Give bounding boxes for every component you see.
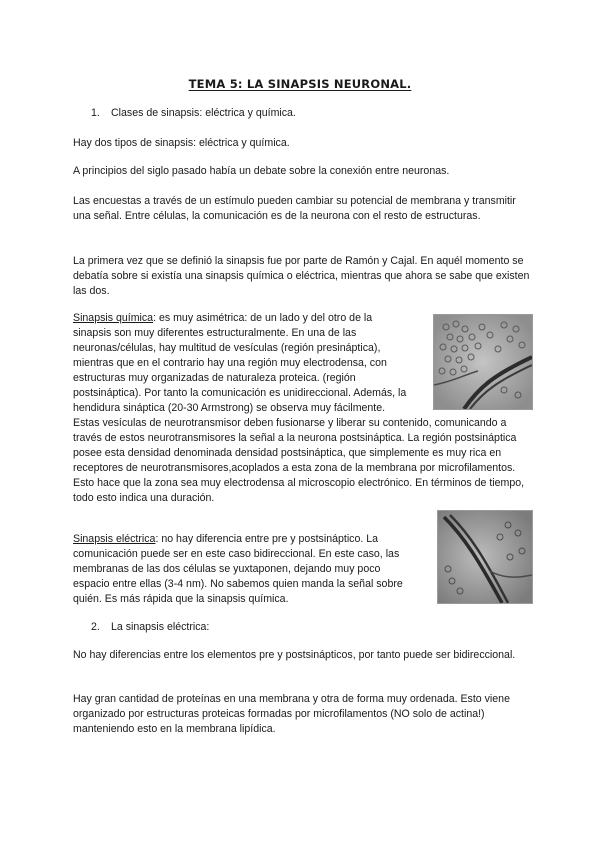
quimica-line: postsináptica). Por tanto la comunicación es unidireccional. Además, la [73, 387, 407, 399]
paragraph-ramon-y-cajal: La primera vez que se definió la sinapsis fue por parte de Ramón y Cajal. En aquél momento se debatía sobre si existía una sinapsis química o eléctrica, mientras que ahora se sabe que existen las dos. [73, 255, 530, 297]
electrica-line: Sinapsis eléctrica: no hay diferencia entre pre y postsináptico. La [73, 533, 379, 545]
sinapsis-quimica-term: Sinapsis química [73, 312, 154, 324]
paragraph-debate: A principios del siglo pasado había un debate sobre la conexión entre neuronas. [73, 165, 450, 177]
micrograph-image [434, 315, 532, 409]
paragraph-proteinas: Hay gran cantidad de proteínas en una membrana y otra de forma muy ordenada. Esto viene organizado por estructuras proteicas formadas por microfilamentos (NO solo de actina!) manteniendo esto en la membrana lipídica. [73, 693, 510, 735]
electrica-line: membranas de las dos células se yuxtaponen, dejando muy poco [73, 563, 381, 575]
paragraph-encuestas: Las encuestas a través de un estímulo pueden cambiar su potencial de membrana y transmitir una señal. Entre células, la comunicación es de la neurona con el resto de estructuras. [73, 195, 516, 222]
section-1-heading: 1. Clases de sinapsis: eléctrica y química. [91, 107, 296, 119]
electrica-line: comunicación puede ser en este caso bidireccional. En este caso, las [73, 548, 400, 560]
quimica-line: sinapsis son muy diferentes estructuralmente. En una de las [73, 327, 357, 339]
section-2-heading: 2. La sinapsis eléctrica: [91, 621, 210, 633]
sinapsis-quimica-detail: Estas vesículas de neurotransmisor deben fusionarse y liberar su contenido, comunicando a través de estos neurotransmisores la señal a la neurona postsináptica. La región postsináptica posee esta densidad denominada densidad postsináptica, que simplemente es muy rica en receptores de neurotransmisores,acoplados a esta zona de la membrana por microfilamentos. Esto hace que la zona sea muy electrodensa al microscopio electrónico. En términos de tiempo, todo esto indica una duración. [73, 417, 525, 504]
sinapsis-electrica-paragraph [73, 532, 421, 607]
paragraph-sin-diferencias: No hay diferencias entre los elementos pre y postsinápticos, por tanto puede ser bidireccional. [73, 649, 516, 661]
micrograph-image [438, 511, 532, 603]
sinapsis-quimica-intro [73, 311, 421, 416]
electrica-line: espacio entre ellas (3-4 nm). No sabemos quien manda la señal sobre [73, 578, 403, 590]
quimica-line: neuronas/células, hay multitud de vesículas (región presináptica), [73, 342, 381, 354]
paragraph-tipos: Hay dos tipos de sinapsis: eléctrica y química. [73, 137, 290, 149]
electrical-synapse-micrograph [437, 510, 533, 604]
chemical-synapse-micrograph [433, 314, 533, 410]
page-title: TEMA 5: LA SINAPSIS NEURONAL. [188, 77, 412, 91]
quimica-line: Sinapsis química: es muy asimétrica: de un lado y del otro de la [73, 312, 373, 324]
quimica-line: mientras que en el contrario hay una región muy electrodensa, con [73, 357, 387, 369]
quimica-line: estructuras muy organizadas de naturaleza proteica. (región [73, 372, 356, 384]
sinapsis-electrica-term: Sinapsis eléctrica [73, 533, 156, 545]
electrica-line: quién. Es más rápida que la sinapsis química. [73, 593, 289, 605]
quimica-line: hendidura sináptica (20-30 Armstrong) se observa muy fácilmente. [73, 402, 386, 414]
